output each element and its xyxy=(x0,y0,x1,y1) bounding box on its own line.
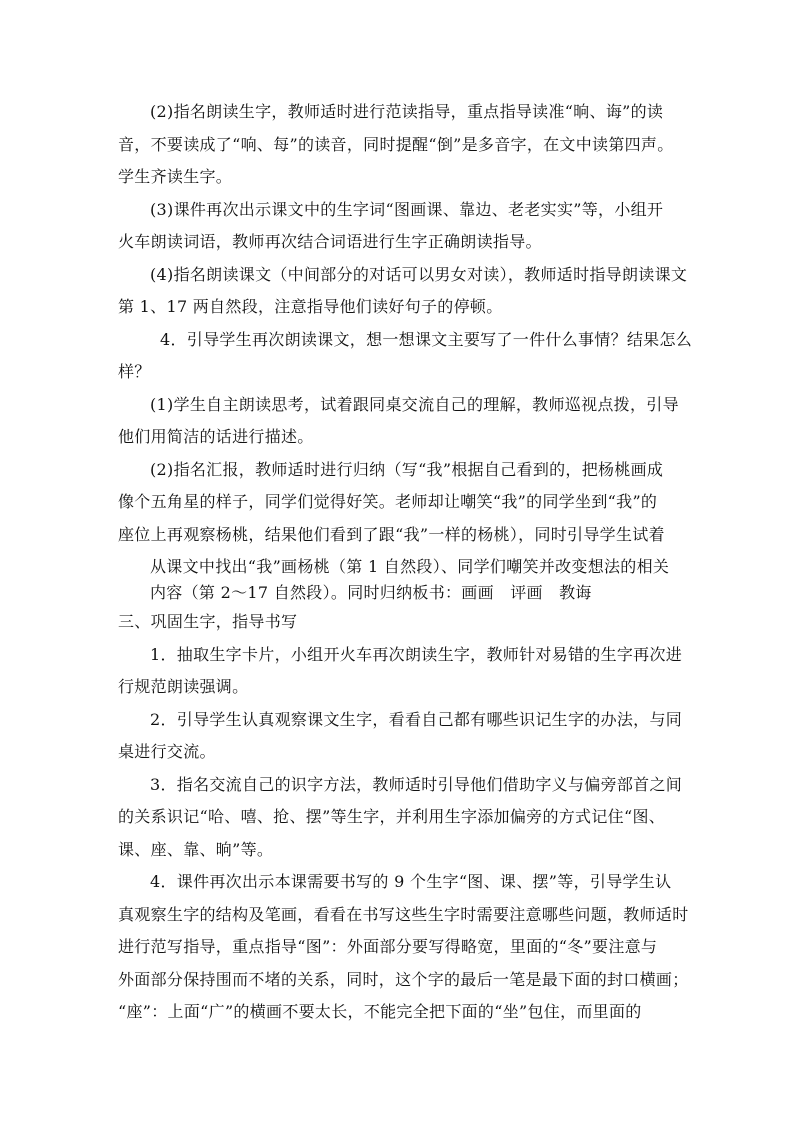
paragraph-line: 桌进行交流。 xyxy=(118,742,216,761)
paragraph-line: 真观察生字的结构及笔画，看看在书写这些生字时需要注意哪些问题，教师适时 xyxy=(118,905,689,924)
paragraph-line: 学生齐读生字。 xyxy=(118,167,233,186)
paragraph-line: 第 1、17 两自然段，注意指导他们读好句子的停顿。 xyxy=(118,297,503,316)
paragraph-line: 课、座、靠、晌”等。 xyxy=(118,840,274,859)
paragraph-line: 音，不要读成了“响、每”的读音，同时提醒“倒”是多音字，在文中读第四声。 xyxy=(118,135,674,154)
paragraph-line: 座位上再观察杨桃，结果他们看到了跟“我”一样的杨桃），同时引导学生试着 xyxy=(118,525,665,544)
paragraph-line: 4．引导学生再次朗读课文，想一想课文主要写了一件什么事情？结果怎么 xyxy=(160,330,693,349)
paragraph-line: 3．指名交流自己的识字方法，教师适时引导他们借助字义与偏旁部首之间 xyxy=(150,775,683,794)
paragraph-line: 外面部分保持围而不堵的关系，同时，这个字的最后一笔是最下面的封口横画； xyxy=(118,970,689,989)
paragraph-line: 像个五角星的样子，同学们觉得好笑。老师却让嘲笑“我”的同学坐到“我”的 xyxy=(118,492,658,511)
paragraph-line: 他们用简洁的话进行描述。 xyxy=(118,427,314,446)
paragraph-line: 火车朗读词语，教师再次结合词语进行生字正确朗读指导。 xyxy=(118,232,542,251)
paragraph-line: 1．抽取生字卡片，小组开火车再次朗读生字，教师针对易错的生字再次进 xyxy=(150,645,683,664)
paragraph-line: (3)课件再次出示课文中的生字词“图画课、靠边、老老实实”等，小组开 xyxy=(150,200,664,219)
paragraph-line: 进行范写指导，重点指导“图”：外面部分要写得略宽，里面的“冬”要注意与 xyxy=(118,937,658,956)
paragraph-line: (4)指名朗读课文（中间部分的对话可以男女对读），教师适时指导朗读课文 xyxy=(150,265,688,284)
paragraph-line: 内容（第 2～17 自然段）。同时归纳板书：画画 评画 教诲 xyxy=(150,583,592,602)
paragraph-line: 的关系识记“哈、嘻、抢、摆”等生字，并利用生字添加偏旁的方式记住“图、 xyxy=(118,807,666,826)
paragraph-line: 4．课件再次出示本课需要书写的 9 个生字“图、课、摆”等，引导学生认 xyxy=(150,872,672,891)
paragraph-line: 从课文中找出“我”画杨桃（第 1 自然段）、同学们嘲笑并改变想法的相关 xyxy=(150,557,670,576)
paragraph-line: (2)指名朗读生字，教师适时进行范读指导，重点指导读准“晌、诲”的读 xyxy=(150,102,664,121)
paragraph-line: 行规范朗读强调。 xyxy=(118,677,249,696)
paragraph-line: “座”：上面“广”的横画不要太长，不能完全把下面的“坐”包住，而里面的 xyxy=(118,1002,642,1021)
paragraph-line: (1)学生自主朗读思考，试着跟同桌交流自己的理解，教师巡视点拨，引导 xyxy=(150,395,679,414)
paragraph-line: (2)指名汇报，教师适时进行归纳（写“我”根据自己看到的，把杨桃画成 xyxy=(150,460,664,479)
paragraph-line: 样？ xyxy=(118,362,151,381)
section-heading: 三、巩固生字，指导书写 xyxy=(118,612,298,631)
paragraph-line: 2．引导学生认真观察课文生字，看看自己都有哪些识记生字的办法，与同 xyxy=(150,710,683,729)
